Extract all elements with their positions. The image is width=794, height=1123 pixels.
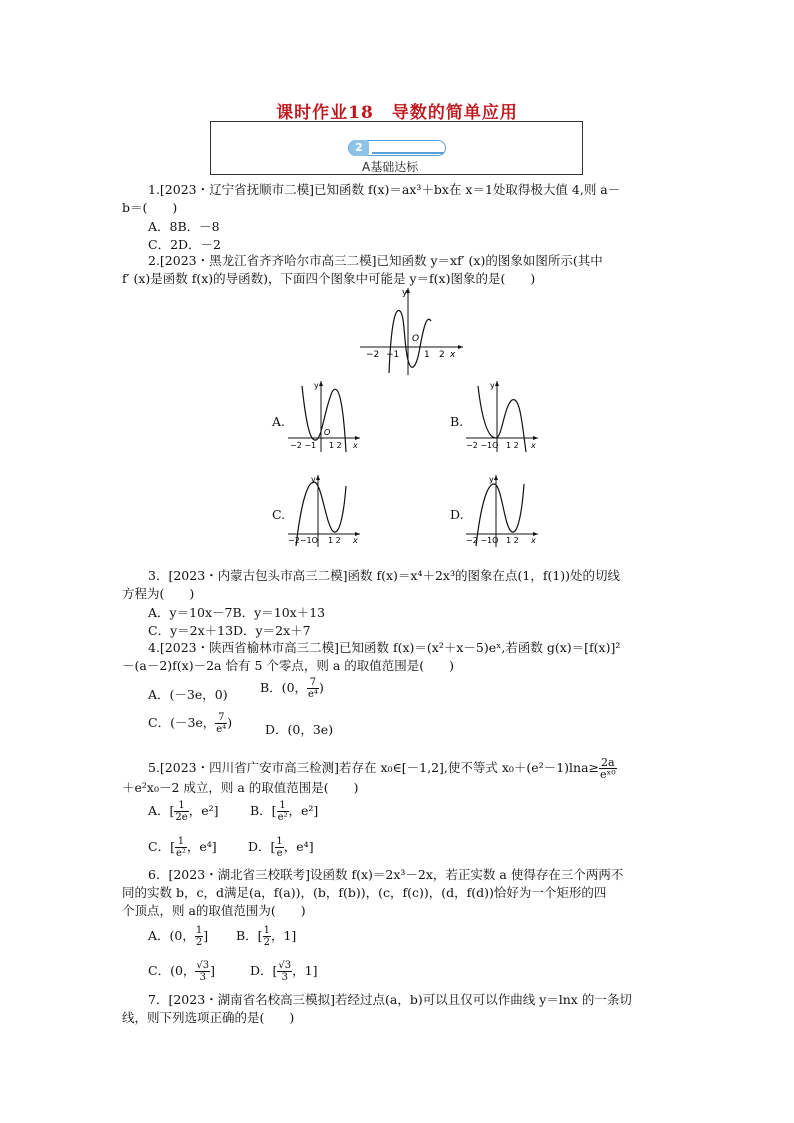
q5-line2: ＋e²x₀－2 成立，则 a 的取值范围是( ) [122,780,359,795]
q4-option-c-frac: $\frac{7}{\text{e⁴}}$ [216,712,227,735]
b-ticks-pos: 1 2 [506,441,519,450]
q4-option-a: A．(－3e，0) [148,687,228,702]
q7-line2: 线，则下列选项正确的是( ) [122,1010,295,1025]
q6-option-b: B．[ $\frac{1}{2}$ ，1] [236,925,297,948]
q2-line1: 2.[2023・黑龙江省齐齐哈尔市高三二模]已知函数 y＝xf′ (x)的图象如图所示(其中 [148,253,603,268]
q6-line3: 个顶点，则 a的取值范围为( ) [122,903,306,918]
main-tick-p1: 1 [424,350,430,360]
q6-option-d: D．[ $\frac{√3}{3}$ ，1] [250,960,318,983]
q2-option-d-graph [466,472,541,548]
q5-line1 [148,757,617,780]
q4-option-c: C．(－3e， $\frac{7}{\text{e⁴}}$ ) [148,712,233,735]
d-ticks-pos: 1 2 [506,536,519,545]
d-ticks-neg: −2 −1O [466,536,499,545]
q4-option-c-prefix: C．(－3e， [148,715,216,730]
q5-fraction: $\frac{2a}{\text{eˣ⁰}}$ [600,756,616,781]
main-x-label: x [450,350,456,360]
section-title: A基础达标 [362,160,419,174]
q2-option-b-graph [466,378,541,454]
q3-line2: 方程为( ) [122,586,195,601]
q6-line1: 6．[2023・湖北省三校联考]设函数 f(x)＝2x³－2x，若正实数 a 使得存在三个两两不 [148,867,624,882]
q2-line2: f′ (x)是函数 f(x)的导函数)，下面四个图象中可能是 y＝f(x)图象的是( ) [122,271,536,286]
banner-underline [372,152,444,154]
main-tick-m1: −1 [386,350,400,360]
q2-option-a-label: A. [272,414,286,429]
q4-line2: －(a－2)f(x)－2a 恰有 5 个零点，则 a 的取值范围是( ) [122,658,455,673]
main-tick-p2: 2 [439,350,445,360]
q6-line2: 同的实数 b，c，d满足(a，f(a))，(b，f(b))，(c，f(c))，(d，f(d))恰好为一个矩形的四 [122,885,607,900]
main-y-label: y [402,288,408,298]
q5-option-c: C．[ $\frac{1}{\text{e²}}$ ，e⁴] [148,836,217,859]
main-graph [360,285,465,377]
level-badge: 2 [349,140,369,156]
d-y-label: y [489,475,494,484]
q5-line1-text: 5.[2023・四川省广安市高三检测]若存在 x₀∈[－1,2],使不等式 x₀＋(e²－1)lna≥ [148,760,600,775]
q2-option-b-label: B. [450,414,464,429]
q2-option-a-graph [288,378,363,454]
d-x-label: x [531,536,536,545]
main-origin-label: O [412,334,420,344]
a-origin: O [324,428,331,437]
q3-options-cd: C．y＝2x＋13D．y＝2x＋7 [148,623,311,638]
c-ticks-neg: −2−1O [288,536,318,545]
q4-line1: 4.[2023・陕西省榆林市高三二模]已知函数 f(x)＝(x²＋x－5)eˣ,若函数 g(x)＝[f(x)]² [148,640,621,655]
q7-line1: 7．[2023・湖南省名校高三模拟]若经过点(a，b)可以且仅可以作曲线 y＝lnx 的一条切 [148,992,632,1007]
q1-line1: 1.[2023・辽宁省抚顺市二模]已知函数 f(x)＝ax³＋bx在 x＝1处取得极大值 4,则 a－ [148,182,621,197]
page-title: 课时作业18 导数的简单应用 [276,103,518,123]
q4-option-b-prefix: B．(0， [260,680,308,695]
a-ticks-neg: −2 −1 [290,441,317,450]
b-ticks-neg: −2 −1O [466,441,499,450]
b-y-label: y [490,381,495,390]
q5-option-a: A．[ $\frac{1}{2e}$ ，e²] [148,800,219,823]
b-x-label: x [531,441,536,450]
c-x-label: x [353,536,358,545]
a-ticks-pos: 1 2 [329,441,342,450]
c-y-label: y [311,475,316,484]
q1-options-cd: C．2D．－2 [148,237,221,252]
q2-option-d-label: D. [450,507,464,522]
q3-line1: 3．[2023・内蒙古包头市高三二模]函数 f(x)＝x⁴＋2x³的图象在点(1，f(1))处的切线 [148,568,621,583]
main-tick-m2: −2 [366,350,380,360]
q4-option-b: B．(0， $\frac{7}{\text{e⁴}}$ ) [260,677,324,700]
q6-option-c: C．(0， $\frac{√3}{3}$ ] [148,960,216,983]
q1-options-ab: A．8B．－8 [148,219,220,234]
a-y-label: y [314,381,319,390]
q4-option-b-frac: $\frac{7}{\text{e⁴}}$ [308,677,318,700]
q3-options-ab: A．y＝10x－7B．y＝10x＋13 [148,605,326,620]
q1-line2: b＝( ) [122,200,178,215]
q5-option-d: D．[ $\frac{1}{e}$ ，e⁴] [248,836,314,859]
q2-option-c-label: C. [272,507,286,522]
q5-option-b: B．[ $\frac{1}{\text{e²}}$ ，e²] [250,800,319,823]
a-x-label: x [353,441,358,450]
q4-option-d: D．(0，3e) [265,722,334,737]
q6-option-a: A．(0， $\frac{1}{2}$ ] [148,925,209,948]
q2-option-c-graph [288,472,363,548]
c-ticks-pos: 1 2 [328,536,341,545]
